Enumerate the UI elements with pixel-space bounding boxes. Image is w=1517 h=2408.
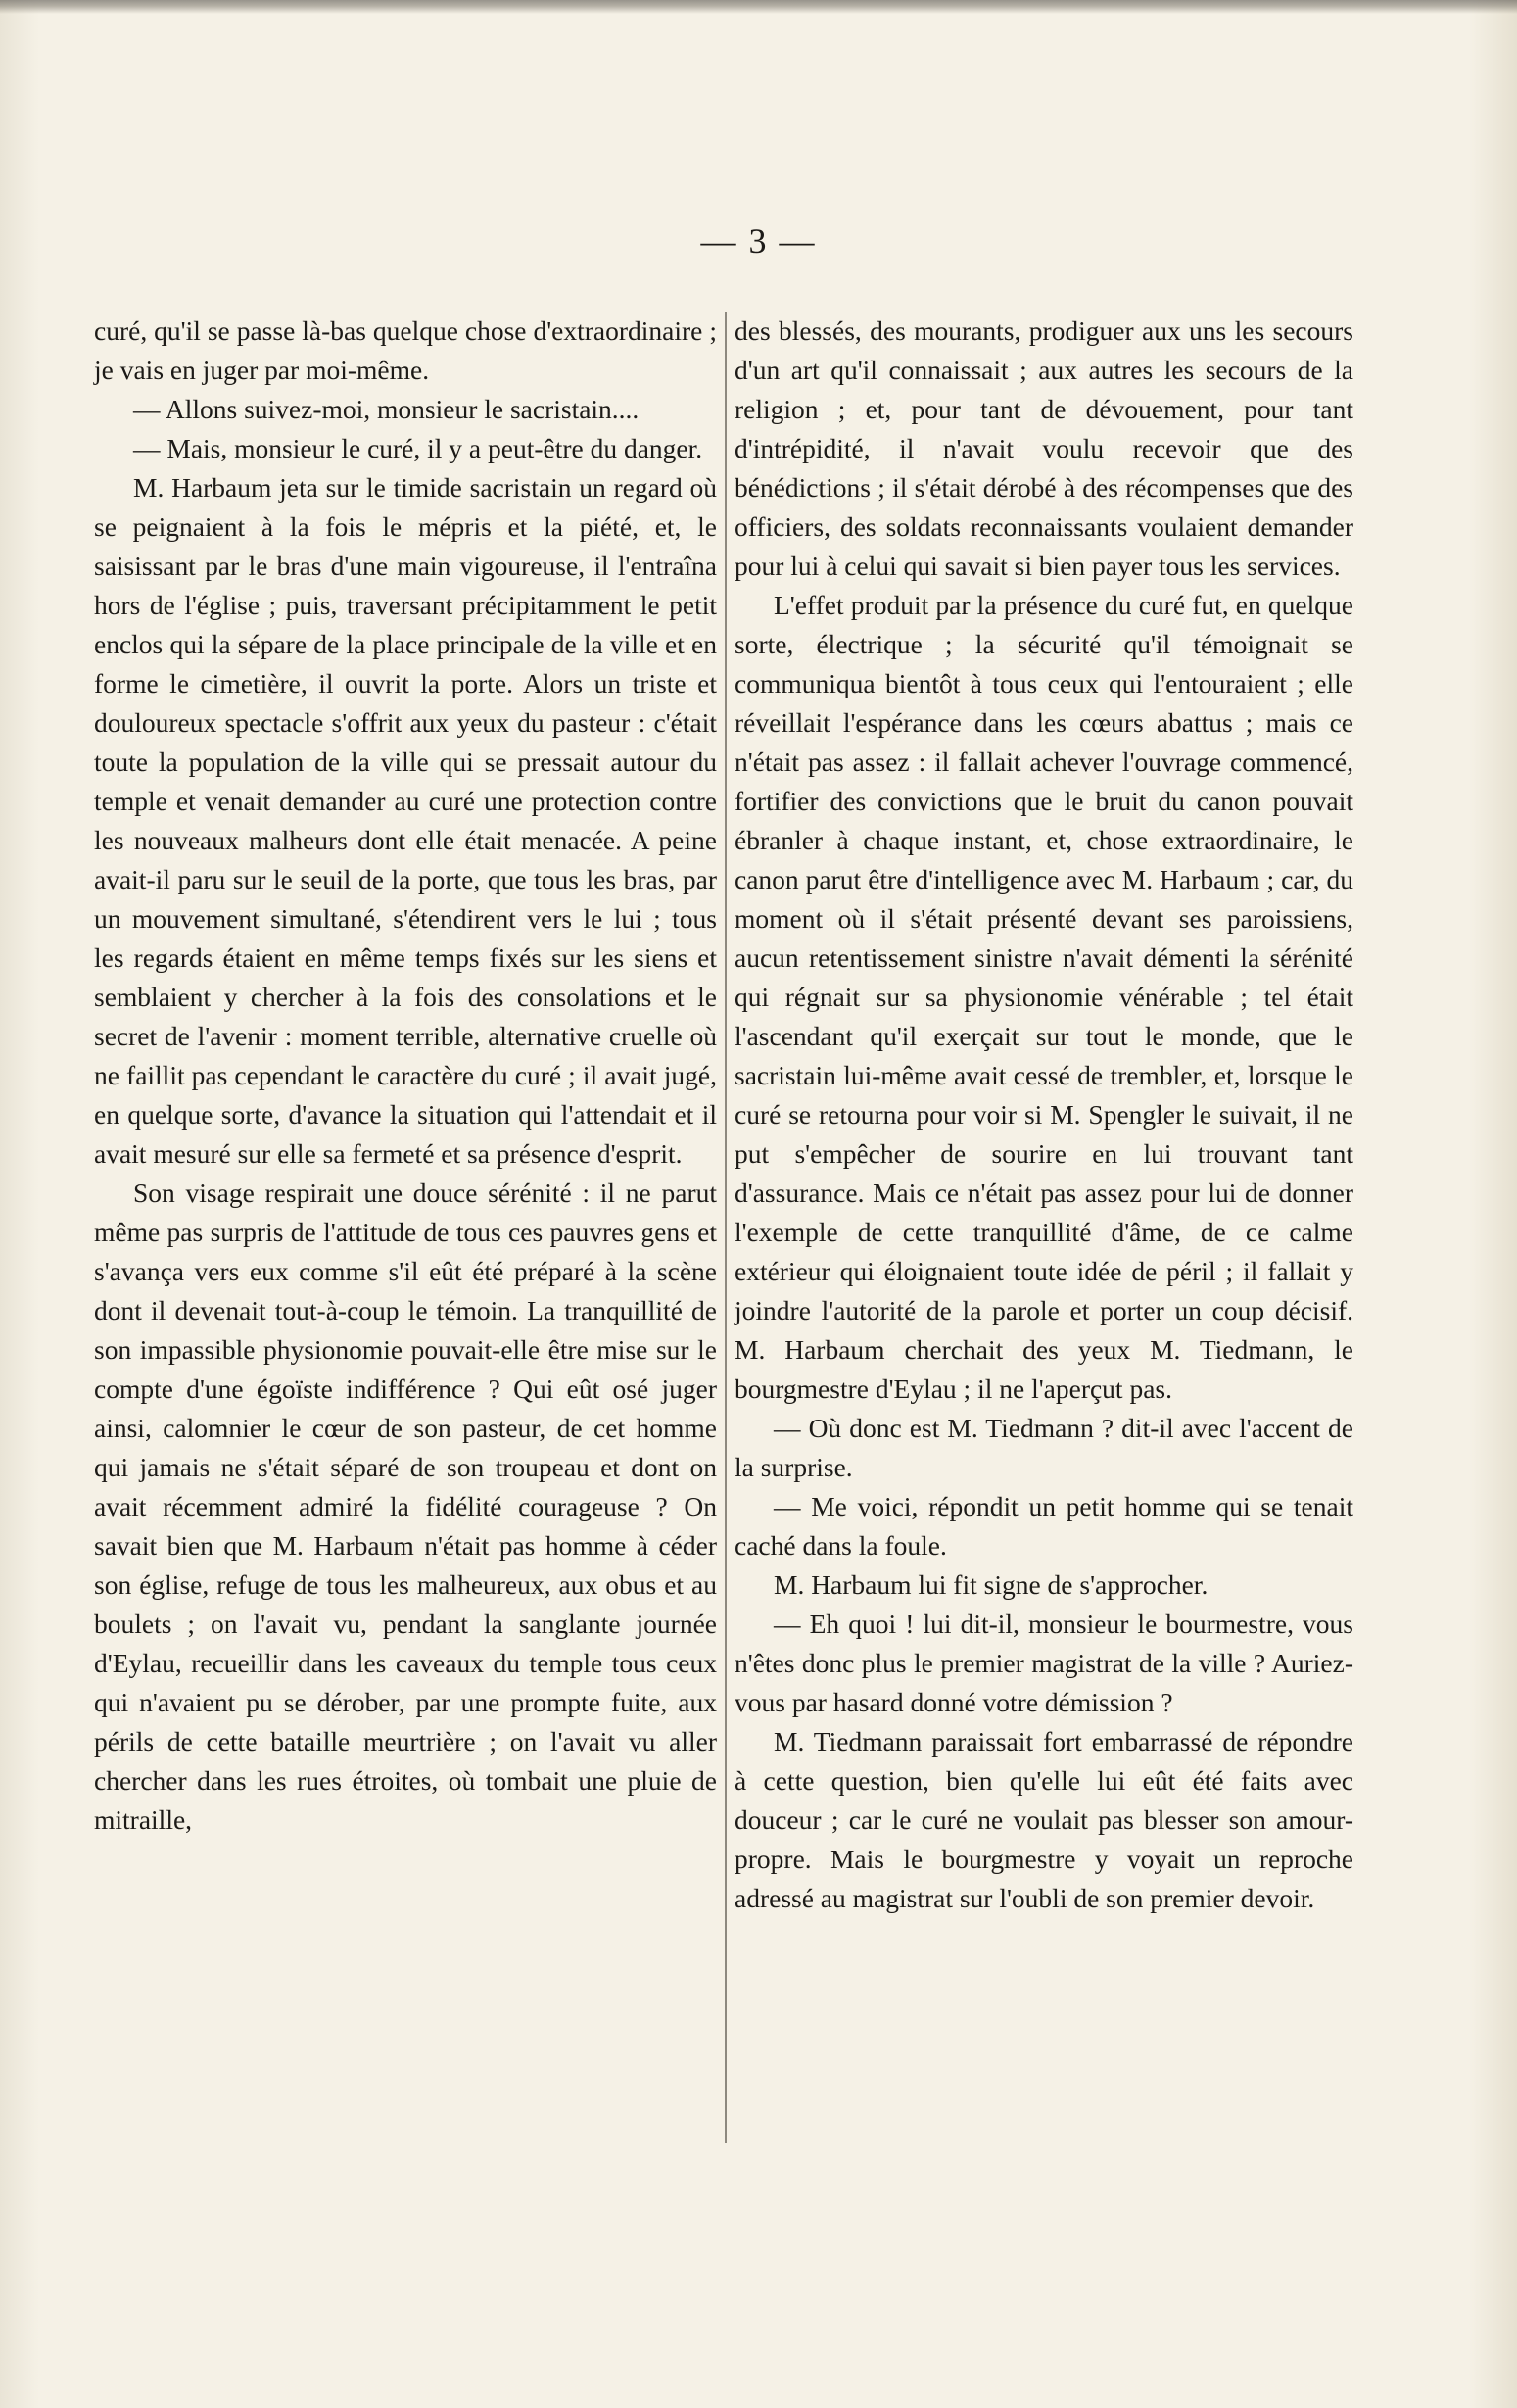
right-paragraph-5: M. Harbaum lui fit signe de s'approcher. — [774, 1569, 1209, 1600]
right-paragraph-7: M. Tiedmann paraissait fort embarrassé de répondre à cette question, bien qu'elle lui eût été faits avec douceur ; car le curé ne voulait pas blesser son amour-propre. Mais le bourgmestre y voyait un reproche adressé au magistrat sur l'oubli de son premier devoir. — [735, 1726, 1353, 1913]
right-text-column — [735, 312, 1353, 2134]
right-paragraph-3: — Où donc est M. Tiedmann ? dit-il avec l'accent de la surprise. — [735, 1413, 1353, 1482]
left-paragraph-2: — Allons suivez-moi, monsieur le sacristain.... — [133, 394, 640, 424]
right-paragraph-2: L'effet produit par la présence du curé fut, en quelque sorte, électrique ; la sécurité qu'il témoignait se communiqua bientôt à tous ceux qui l'entouraient ; elle réveillait l'espérance dans les cœurs abattus ; mais ce n'était pas assez : il fallait achever l'ouvrage commencé, fortifier des convictions que le bruit du canon pouvait ébranler à chaque instant, et, chose extraordinaire, le canon parut être d'intelligence avec M. Harbaum ; car, du moment où il s'était présenté devant ses paroissiens, aucun retentissement sinistre n'avait démenti la sérénité qui régnait sur sa physionomie vénérable ; tel était l'ascendant qu'il exerçait sur tout le monde, que le sacristain lui-même avait cessé de trembler, et, lorsque le curé se retourna pour voir si M. Spengler le suivait, il ne put s'empêcher de sourire en lui trouvant tant d'assurance. Mais ce n'était pas assez pour lui de donner l'exemple de cette tranquillité d'âme, de ce calme extérieur qui éloignaient toute idée de péril ; il fallait y joindre l'autorité de la parole et porter un coup décisif. M. Harbaum cherchait des yeux M. Tiedmann, le bourgmestre d'Eylau ; il ne l'aperçut pas. — [735, 590, 1353, 1404]
right-paragraph-6: — Eh quoi ! lui dit-il, monsieur le bourmestre, vous n'êtes donc plus le premier magistrat de la ville ? Auriez-vous par hasard donné votre démission ? — [735, 1609, 1353, 1717]
left-paragraph-1: curé, qu'il se passe là-bas quelque chose d'extraordinaire ; je vais en juger par moi-même. — [94, 315, 717, 385]
right-paragraph-1: des blessés, des mourants, prodiguer aux uns les secours d'un art qu'il connaissait ; aux autres les secours de la religion ; et, pour tant de dévouement, pour tant d'intrépidité, il n'avait voulu recevoir que des bénédictions ; il s'était dérobé à des récompenses que des officiers, des soldats reconnaissants voulaient demander pour lui à celui qui savait si bien payer tous les services. — [735, 315, 1353, 581]
page-number: — 3 — — [700, 221, 817, 261]
left-paragraph-3: — Mais, monsieur le curé, il y a peut-être du danger. — [133, 433, 703, 463]
left-paragraph-5: Son visage respirait une douce sérénité : il ne parut même pas surpris de l'attitude de tous ces pauvres gens et s'avança vers eux comme s'il eût été préparé à la scène dont il devenait tout-à-coup le témoin. La tranquillité de son impassible physionomie pouvait-elle être mise sur le compte d'une égoïste indifférence ? Qui eût osé juger ainsi, calomnier le cœur de son pasteur, de cet homme qui jamais ne s'était séparé de son troupeau et dont on avait récemment admiré la fidélité courageuse ? On savait bien que M. Harbaum n'était pas homme à céder son église, refuge de tous les malheureux, aux obus et au boulets ; on l'avait vu, pendant la sanglante journée d'Eylau, recueillir dans les caveaux du temple tous ceux qui n'avaient pu se dérober, par une prompte fuite, aux périls de cette bataille meurtrière ; on l'avait vu aller chercher dans les rues étroites, où tombait une pluie de mitraille, — [94, 1178, 717, 1835]
left-paragraph-4: M. Harbaum jeta sur le timide sacristain un regard où se peignaient à la fois le mépris et la piété, et, le saisissant par le bras d'une main vigoureuse, il l'entraîna hors de l'église ; puis, traversant précipitamment le petit enclos qui la sépare de la place principale de la ville et en forme le cimetière, il ouvrit la porte. Alors un triste et douloureux spectacle s'offrit aux yeux du pasteur : c'était toute la population de la ville qui se pressait autour du temple et venait demander au curé une protection contre les nouveaux malheurs dont elle était menacée. A peine avait-il paru sur le seuil de la porte, que tous les bras, par un mouvement simultané, s'étendirent vers le lui ; tous les regards étaient en même temps fixés sur les siens et semblaient y chercher à la fois des consolations et le secret de l'avenir : moment terrible, alternative cruelle où ne faillit pas cependant le caractère du curé ; il avait jugé, en quelque sorte, d'avance la situation qui l'attendait et il avait mesuré sur elle sa fermeté et sa présence d'esprit. — [94, 472, 717, 1169]
right-paragraph-4: — Me voici, répondit un petit homme qui se tenait caché dans la foule. — [735, 1491, 1353, 1561]
page-top-edge — [0, 0, 1517, 14]
column-divider — [725, 312, 727, 2143]
left-text-column — [94, 312, 717, 2134]
